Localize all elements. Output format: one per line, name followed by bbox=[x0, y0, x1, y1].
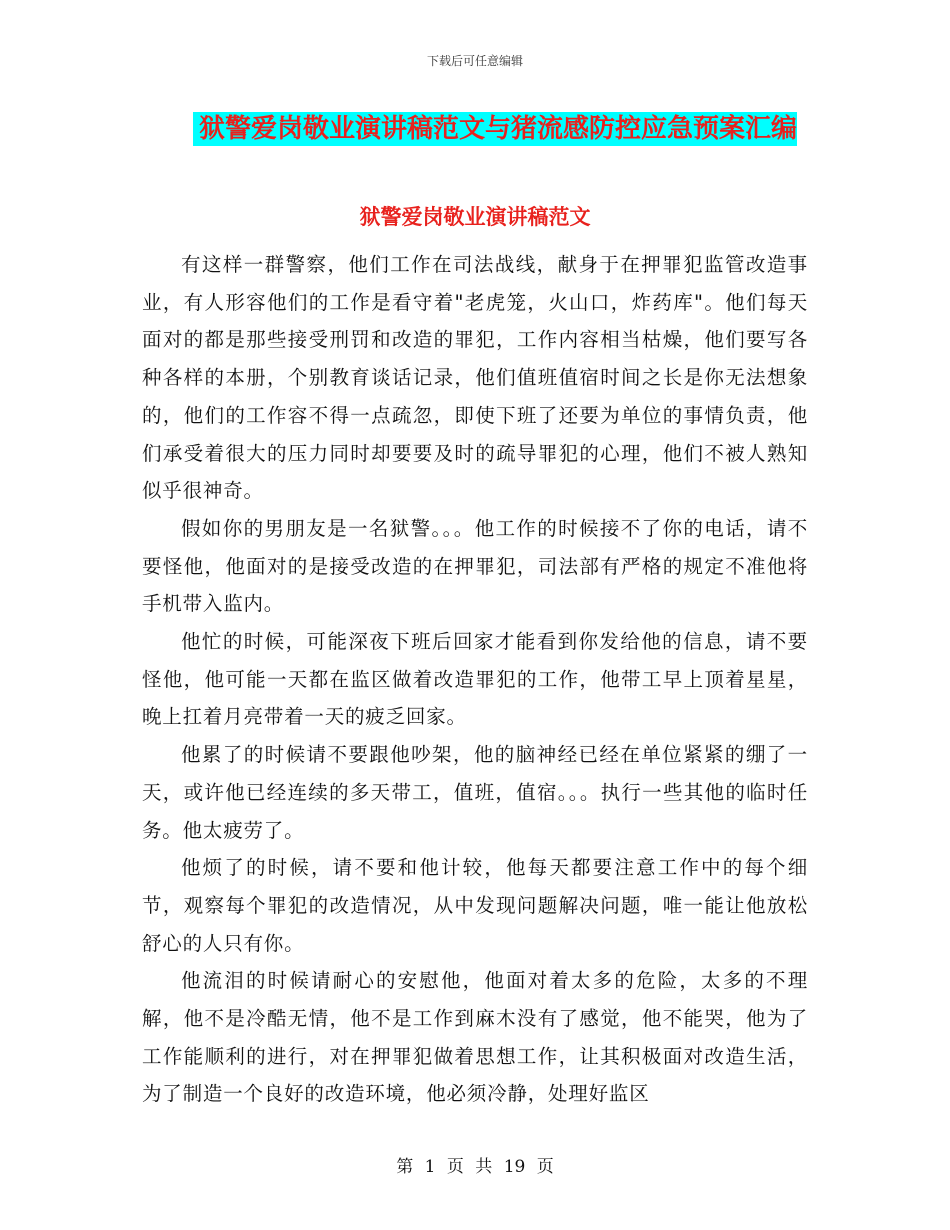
paragraph: 假如你的男朋友是一名狱警。。。他工作的时候接不了你的电话，请不要怪他，他面对的是接受改造的在押罪犯，司法部有严格的规定不准他将手机带入监内。 bbox=[142, 516, 808, 616]
document-title: 狱警爱岗敬业演讲稿范文与猪流感防控应急预案汇编 bbox=[193, 112, 797, 146]
page-footer: 第 1 页 共 19 页 bbox=[396, 1157, 554, 1177]
paragraph: 他流泪的时候请耐心的安慰他，他面对着太多的危险，太多的不理解，他不是冷酷无情，他不是工作到麻木没有了感觉，他不能哭，他为了工作能顺利的进行，对在押罪犯做着思想工作，让其积极面对改造生活，为了制造一个良好的改造环境，他必须冷静，处理好监区 bbox=[142, 969, 808, 1106]
section-title: 狱警爱岗敬业演讲稿范文 bbox=[359, 205, 591, 229]
paragraph: 有这样一群警察，他们工作在司法战线，献身于在押罪犯监管改造事业，有人形容他们的工作是看守着"老虎笼，火山口，炸药库"。他们每天面对的都是那些接受刑罚和改造的罪犯，工作内容相当枯燥，他们要写各种各样的本册，个别教育谈话记录，他们值班值宿时间之长是你无法想象的，他们的工作容不得一点疏忽，即使下班了还要为单位的事情负责，他们承受着很大的压力同时却要要及时的疏导罪犯的心理，他们不被人熟知似乎很神奇。 bbox=[142, 253, 808, 503]
paragraph: 他累了的时候请不要跟他吵架，他的脑神经已经在单位紧紧的绷了一天，或许他已经连续的多天带工，值班，值宿。。。执行一些其他的临时任务。他太疲劳了。 bbox=[142, 743, 808, 842]
paragraph: 他忙的时候，可能深夜下班后回家才能看到你发给他的信息，请不要怪他，他可能一天都在监区做着改造罪犯的工作，他带工早上顶着星星，晚上扛着月亮带着一天的疲乏回家。 bbox=[142, 630, 808, 729]
document-title-container bbox=[193, 112, 797, 146]
paragraph: 他烦了的时候，请不要和他计较，他每天都要注意工作中的每个细节，观察每个罪犯的改造情况，从中发现问题解决问题，唯一能让他放松舒心的人只有你。 bbox=[142, 856, 808, 955]
header-note: 下载后可任意编辑 bbox=[426, 54, 523, 68]
body-text bbox=[142, 246, 808, 1113]
